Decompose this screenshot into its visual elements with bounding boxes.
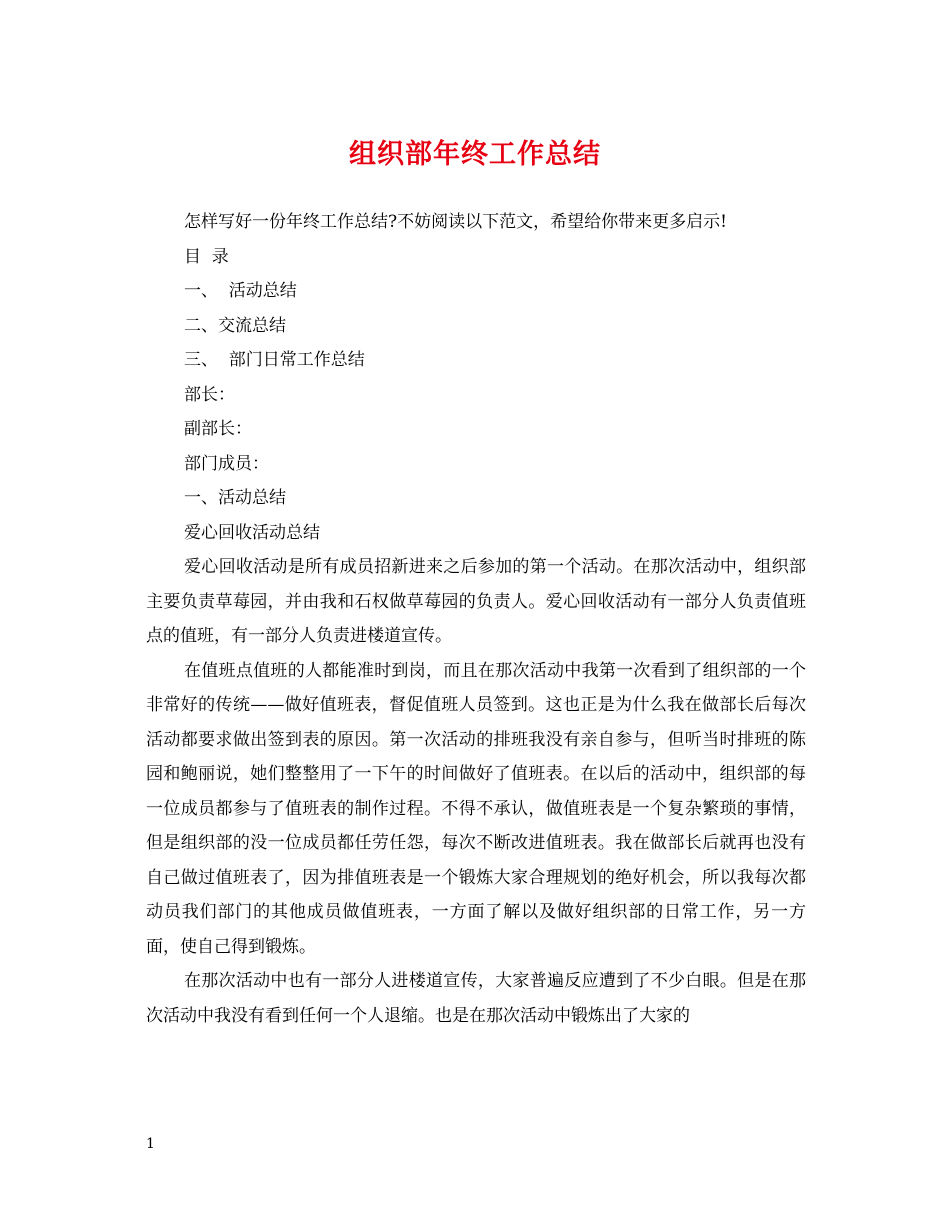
paragraph: 爱心回收活动总结 xyxy=(184,522,320,543)
paragraph: 爱心回收活动是所有成员招新进来之后参加的第一个活动。在那次活动中，组织部主要负责草莓园，并由我和石权做草莓园的负责人。爱心回收活动有一部分人负责值班点的值班，有一部分人负责进楼道宣传。 xyxy=(146,557,806,646)
paragraph: 一、 活动总结 xyxy=(184,281,297,301)
paragraph: 部门成员： xyxy=(184,453,269,474)
paragraph: 二、交流总结 xyxy=(184,315,286,336)
paragraph: 在那次活动中也有一部分人进楼道宣传，大家普遍反应遭到了不少白眼。但是在那次活动中我没有看到任何一个人退缩。也是在那次活动中锻炼出了大家的 xyxy=(146,971,806,1026)
paragraph: 部长： xyxy=(184,384,235,405)
paragraph: 目 录 xyxy=(184,246,229,267)
paragraph: 怎样写好一份年终工作总结?不妨阅读以下范文，希望给你带来更多启示! xyxy=(184,212,727,232)
paragraph: 副部长： xyxy=(184,419,252,439)
document-title: 组织部年终工作总结 xyxy=(349,139,601,170)
paragraph: 在值班点值班的人都能准时到岗，而且在那次活动中我第一次看到了组织部的一个非常好的传统——做好值班表，督促值班人员签到。这也正是为什么我在做部长后每次活动都要求做出签到表的原因。第一次活动的排班我没有亲自参与，但听当时排班的陈园和鲍丽说，她们整整用了一下午的时间做好了值班表。在以后的活动中，组织部的每一位成员都参与了值班表的制作过程。不得不承认，做值班表是一个复杂繁琐的事情，但是组织部的没一位成员都任劳任怨，每次不断改进值班表。我在做部长后就再也没有自己做过值班表了，因为排值班表是一个锻炼大家合理规划的绝好机会，所以我每次都动员我们部门的其他成员做值班表，一方面了解以及做好组织部的日常工作，另一方面，使自己得到锻炼。 xyxy=(146,660,806,957)
page-number: 1 xyxy=(146,1136,155,1152)
document-body xyxy=(146,205,806,1033)
paragraph: 一、活动总结 xyxy=(184,488,286,508)
paragraph: 三、 部门日常工作总结 xyxy=(184,350,365,370)
